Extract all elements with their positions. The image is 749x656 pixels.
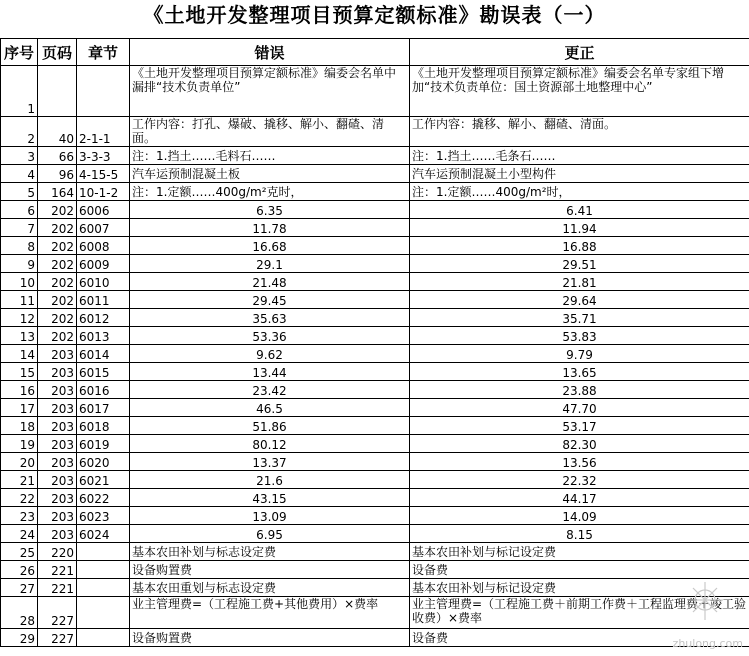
cell-fix[interactable]: 设备费 [410,561,749,579]
cell-idx[interactable]: 21 [1,471,38,489]
cell-error[interactable]: 基本农田重划与标志设定费 [130,579,410,597]
cell-fix[interactable]: 53.17 [410,417,749,435]
cell-error[interactable]: 46.5 [130,399,410,417]
cell-error[interactable]: 注：1.定额……400g/m²克时， [130,183,410,201]
cell-error[interactable]: 21.48 [130,273,410,291]
watermark-text: zhulong.com [672,637,743,650]
cell-section[interactable]: 6015 [77,363,130,381]
table-row[interactable] [1,507,749,525]
cell-page[interactable]: 203 [38,363,77,381]
cell-idx[interactable]: 8 [1,237,38,255]
cell-page[interactable]: 203 [38,471,77,489]
cell-section[interactable] [77,597,130,629]
cell-section[interactable] [77,561,130,579]
cell-error[interactable]: 工作内容：打孔、爆破、撬移、解小、翻碴、清面。 [130,117,410,147]
cell-idx[interactable]: 20 [1,453,38,471]
cell-page[interactable]: 202 [38,201,77,219]
table-row[interactable] [1,381,749,399]
cell-page[interactable]: 203 [38,525,77,543]
cell-idx[interactable]: 15 [1,363,38,381]
cell-section[interactable]: 6024 [77,525,130,543]
table-row[interactable] [1,525,749,543]
cell-error[interactable]: 6.95 [130,525,410,543]
cell-fix[interactable]: 业主管理费=（工程施工费＋前期工作费＋工程监理费＋竣工验收费）×费率 [410,597,749,629]
cell-section[interactable]: 6008 [77,237,130,255]
cell-page[interactable]: 202 [38,219,77,237]
cell-page[interactable]: 227 [38,597,77,629]
cell-idx[interactable]: 9 [1,255,38,273]
cell-fix[interactable]: 53.83 [410,327,749,345]
table-row[interactable] [1,219,749,237]
cell-fix[interactable]: 29.64 [410,291,749,309]
table-row[interactable] [1,291,749,309]
header-error[interactable]: 错误 [130,39,410,66]
cell-idx[interactable]: 14 [1,345,38,363]
cell-fix[interactable]: 35.71 [410,309,749,327]
cell-section[interactable]: 6014 [77,345,130,363]
cell-idx[interactable]: 18 [1,417,38,435]
table-row[interactable] [1,543,749,561]
header-page[interactable]: 页码 [38,39,77,66]
table-row[interactable] [1,489,749,507]
cell-idx[interactable]: 29 [1,629,38,647]
cell-fix[interactable]: 16.88 [410,237,749,255]
cell-page[interactable]: 202 [38,237,77,255]
cell-idx[interactable]: 11 [1,291,38,309]
table-row[interactable] [1,117,749,147]
cell-idx[interactable]: 3 [1,147,38,165]
cell-idx[interactable]: 2 [1,117,38,147]
cell-page[interactable]: 203 [38,381,77,399]
cell-fix[interactable]: 9.79 [410,345,749,363]
cell-error[interactable]: 80.12 [130,435,410,453]
cell-page[interactable]: 202 [38,327,77,345]
cell-section[interactable]: 6010 [77,273,130,291]
table-row[interactable] [1,561,749,579]
cell-page[interactable]: 40 [38,117,77,147]
table-row[interactable] [1,629,749,647]
cell-idx[interactable]: 26 [1,561,38,579]
cell-idx[interactable]: 24 [1,525,38,543]
cell-page[interactable]: 203 [38,417,77,435]
cell-section[interactable]: 6011 [77,291,130,309]
cell-section[interactable] [77,579,130,597]
cell-fix[interactable]: 82.30 [410,435,749,453]
table-row[interactable] [1,327,749,345]
cell-error[interactable]: 6.35 [130,201,410,219]
cell-error[interactable]: 设备购置费 [130,561,410,579]
cell-error[interactable]: 29.1 [130,255,410,273]
cell-page[interactable]: 96 [38,165,77,183]
cell-error[interactable]: 注：1.挡土……毛料石…… [130,147,410,165]
cell-idx[interactable]: 5 [1,183,38,201]
cell-idx[interactable]: 1 [1,66,38,117]
table-row[interactable] [1,453,749,471]
cell-error[interactable]: 11.78 [130,219,410,237]
cell-error[interactable]: 设备购置费 [130,629,410,647]
cell-error[interactable]: 16.68 [130,237,410,255]
cell-section[interactable]: 6007 [77,219,130,237]
cell-error[interactable]: 《土地开发整理项目预算定额标准》编委会名单中漏排“技术负责单位” [130,66,410,117]
cell-page[interactable]: 202 [38,273,77,291]
table-row[interactable] [1,363,749,381]
table-row[interactable] [1,255,749,273]
cell-fix[interactable]: 47.70 [410,399,749,417]
cell-error[interactable]: 业主管理费=（工程施工费+其他费用）×费率 [130,597,410,629]
cell-section[interactable]: 10-1-2 [77,183,130,201]
table-row[interactable] [1,237,749,255]
cell-section[interactable] [77,66,130,117]
cell-page[interactable]: 203 [38,507,77,525]
cell-page[interactable]: 220 [38,543,77,561]
cell-fix[interactable]: 6.41 [410,201,749,219]
table-row[interactable] [1,471,749,489]
cell-error[interactable]: 51.86 [130,417,410,435]
errata-table [0,38,749,647]
cell-section[interactable]: 6021 [77,471,130,489]
table-row[interactable] [1,147,749,165]
cell-page[interactable]: 202 [38,309,77,327]
cell-error[interactable]: 29.45 [130,291,410,309]
table-row[interactable] [1,417,749,435]
header-fix[interactable]: 更正 [410,39,749,66]
cell-page[interactable]: 203 [38,489,77,507]
cell-section[interactable]: 6017 [77,399,130,417]
cell-idx[interactable]: 17 [1,399,38,417]
table-row[interactable] [1,435,749,453]
cell-fix[interactable]: 汽车运预制混凝土小型构件 [410,165,749,183]
cell-section[interactable]: 6022 [77,489,130,507]
cell-idx[interactable]: 22 [1,489,38,507]
header-section[interactable]: 章节 [77,39,130,66]
cell-idx[interactable]: 19 [1,435,38,453]
cell-idx[interactable]: 16 [1,381,38,399]
cell-fix[interactable]: 44.17 [410,489,749,507]
cell-fix[interactable]: 14.09 [410,507,749,525]
cell-section[interactable]: 6016 [77,381,130,399]
cell-section[interactable]: 6012 [77,309,130,327]
cell-section[interactable]: 3-3-3 [77,147,130,165]
cell-section[interactable] [77,629,130,647]
header-row [1,39,749,66]
cell-fix[interactable]: 注：1.挡土……毛条石…… [410,147,749,165]
cell-fix[interactable]: 基本农田补划与标记设定费 [410,579,749,597]
cell-fix[interactable]: 21.81 [410,273,749,291]
cell-page[interactable]: 221 [38,561,77,579]
cell-page[interactable]: 221 [38,579,77,597]
cell-section[interactable]: 6020 [77,453,130,471]
cell-fix[interactable]: 29.51 [410,255,749,273]
table-row[interactable] [1,579,749,597]
header-idx[interactable]: 序号 [1,39,38,66]
cell-idx[interactable]: 7 [1,219,38,237]
cell-error[interactable]: 13.37 [130,453,410,471]
cell-idx[interactable]: 28 [1,597,38,629]
cell-idx[interactable]: 23 [1,507,38,525]
cell-error[interactable]: 53.36 [130,327,410,345]
cell-section[interactable]: 6019 [77,435,130,453]
cell-fix[interactable]: 13.65 [410,363,749,381]
cell-section[interactable] [77,543,130,561]
cell-idx[interactable]: 27 [1,579,38,597]
cell-page[interactable]: 164 [38,183,77,201]
cell-fix[interactable]: 工作内容：撬移、解小、翻碴、清面。 [410,117,749,147]
cell-page[interactable]: 203 [38,399,77,417]
cell-idx[interactable]: 25 [1,543,38,561]
cell-section[interactable]: 6023 [77,507,130,525]
cell-section[interactable]: 6018 [77,417,130,435]
cell-error[interactable]: 21.6 [130,471,410,489]
page-title: 《土地开发整理项目预算定额标准》勘误表（一） [143,3,606,27]
table-row[interactable] [1,399,749,417]
cell-error[interactable]: 13.44 [130,363,410,381]
cell-page[interactable]: 203 [38,345,77,363]
cell-page[interactable]: 66 [38,147,77,165]
cell-error[interactable]: 13.09 [130,507,410,525]
cell-fix[interactable]: 11.94 [410,219,749,237]
cell-fix[interactable]: 基本农田补划与标记设定费 [410,543,749,561]
table-row[interactable] [1,309,749,327]
table-row[interactable] [1,66,749,117]
cell-fix[interactable]: 设备费 [410,629,749,647]
cell-error[interactable]: 基本农田补划与标志设定费 [130,543,410,561]
table-row[interactable] [1,183,749,201]
cell-section[interactable]: 6013 [77,327,130,345]
cell-page[interactable]: 227 [38,629,77,647]
table-row[interactable] [1,165,749,183]
cell-idx[interactable]: 6 [1,201,38,219]
cell-idx[interactable]: 10 [1,273,38,291]
table-row[interactable] [1,597,749,629]
cell-fix[interactable]: 23.88 [410,381,749,399]
cell-error[interactable]: 9.62 [130,345,410,363]
cell-error[interactable]: 汽车运预制混凝土板 [130,165,410,183]
cell-fix[interactable]: 13.56 [410,453,749,471]
cell-section[interactable]: 6009 [77,255,130,273]
table-row[interactable] [1,273,749,291]
cell-error[interactable]: 35.63 [130,309,410,327]
cell-fix[interactable]: 注：1.定额……400g/m²时， [410,183,749,201]
cell-page[interactable]: 202 [38,255,77,273]
table-row[interactable] [1,201,749,219]
cell-idx[interactable]: 12 [1,309,38,327]
cell-idx[interactable]: 13 [1,327,38,345]
cell-idx[interactable]: 4 [1,165,38,183]
cell-page[interactable] [38,66,77,117]
cell-page[interactable]: 203 [38,453,77,471]
table-row[interactable] [1,345,749,363]
cell-page[interactable]: 202 [38,291,77,309]
cell-section[interactable]: 6006 [77,201,130,219]
cell-fix[interactable]: 8.15 [410,525,749,543]
cell-section[interactable]: 2-1-1 [77,117,130,147]
cell-fix[interactable]: 《土地开发整理项目预算定额标准》编委会名单专家组下增加“技术负责单位：国土资源部土地整理中心” [410,66,749,117]
cell-page[interactable]: 203 [38,435,77,453]
cell-fix[interactable]: 22.32 [410,471,749,489]
cell-error[interactable]: 43.15 [130,489,410,507]
cell-error[interactable]: 23.42 [130,381,410,399]
cell-section[interactable]: 4-15-5 [77,165,130,183]
